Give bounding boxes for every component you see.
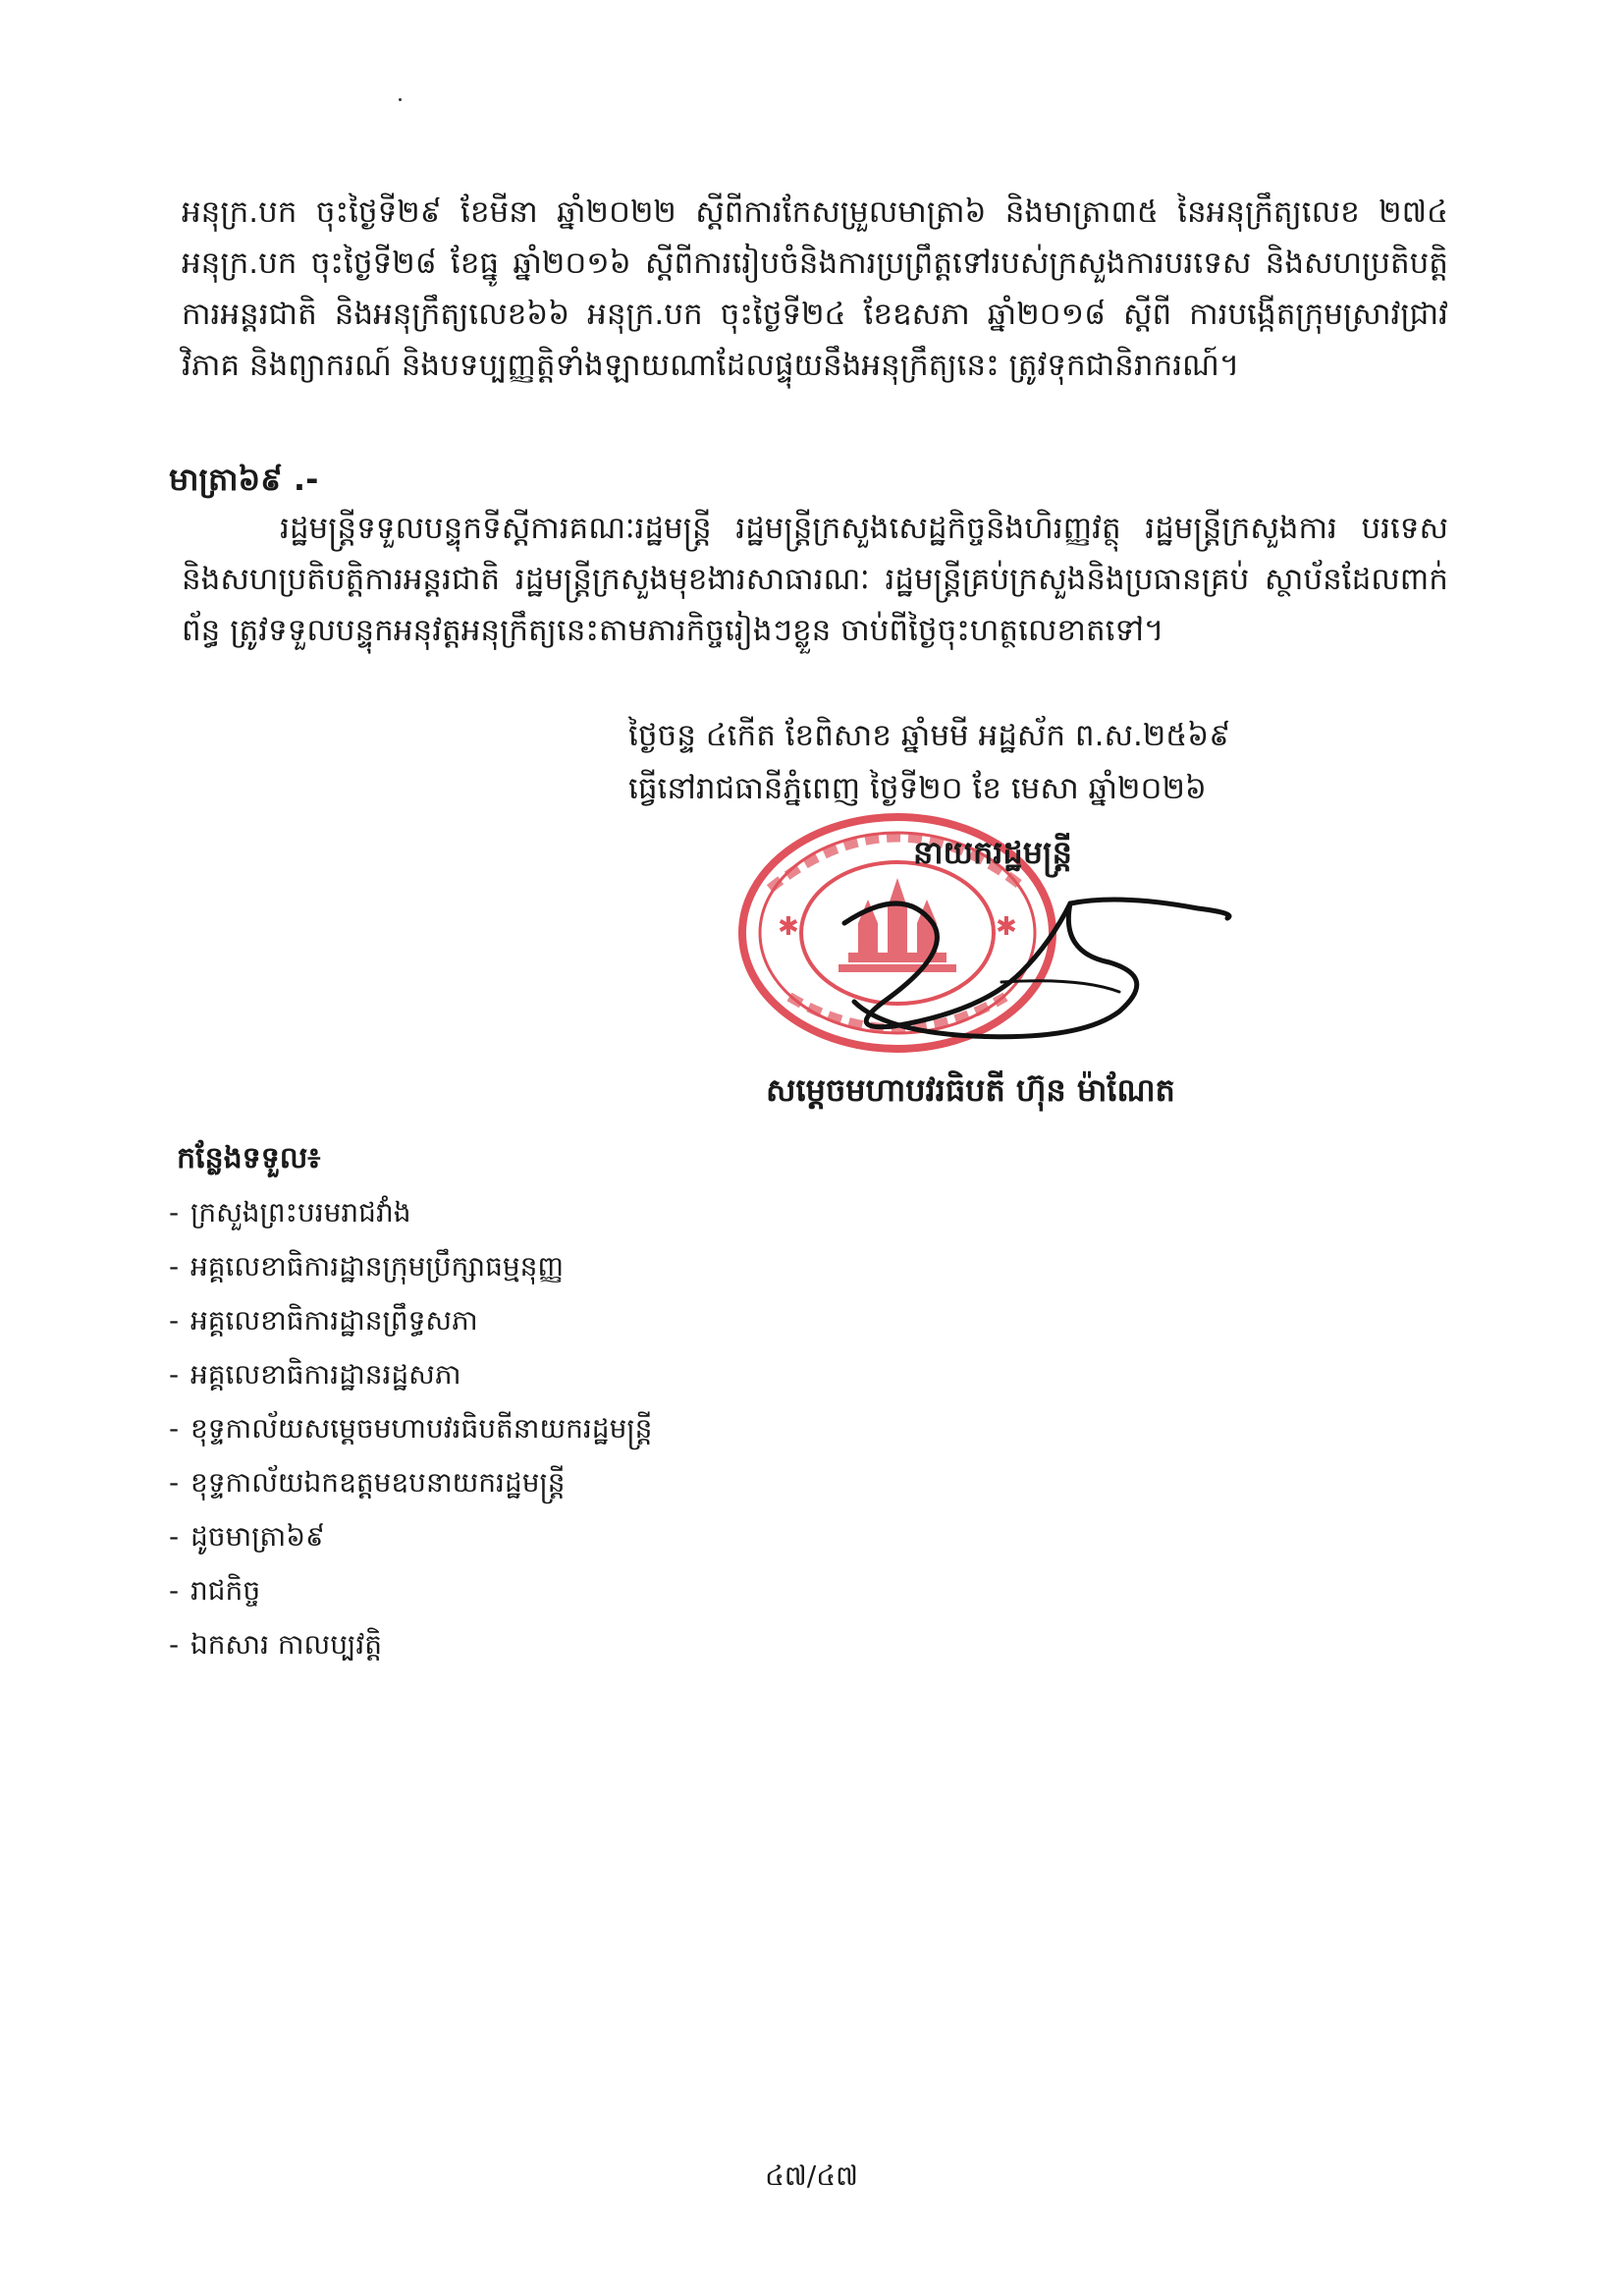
list-item: - អគ្គលេខាធិការដ្ឋានព្រឹទ្ធសភា bbox=[169, 1304, 478, 1337]
recipients-title: កន្លែងទទួល៖ bbox=[177, 1141, 321, 1175]
handwritten-signature bbox=[825, 884, 1257, 1051]
list-item: - អគ្គលេខាធិការដ្ឋានក្រុមប្រឹក្សាធម្មនុញ្ញ bbox=[169, 1250, 565, 1283]
signatory-name: សម្តេចមហាបវរធិបតី ហ៊ុន ម៉ាណែត bbox=[766, 1071, 1175, 1109]
svg-text:✱: ✱ bbox=[996, 912, 1017, 942]
paragraph-enforcement-clause: រដ្ឋមន្ត្រីទទួលបន្ទុកទីស្តីការគណៈរដ្ឋមន្ត្រី រដ្ឋមន្ត្រីក្រសួងសេដ្ឋកិច្ចនិងហិរញ្ញវត្ថុ រដ្ឋមន្ត្រីក្រសួងការ បរទេសនិងសហប្រតិបត្តិការអន្តរជាតិ រដ្ឋមន្ត្រីក្រសួងមុខងារសាធារណៈ រដ្ឋមន្ត្រីគ្រប់ក្រសួងនិងប្រធានគ្រប់ ស្ថាប័នដែលពាក់ព័ន្ធ ត្រូវទទួលបន្ទុកអនុវត្តអនុក្រឹត្យនេះតាមភារកិច្ចរៀងៗខ្លួន ចាប់ពីថ្ងៃចុះហត្ថលេខាតទៅ។ bbox=[182, 511, 1448, 648]
paragraph-repeal-clause: អនុក្រ.បក ចុះថ្ងៃទី២៩ ខែមីនា ឆ្នាំ២០២២ ស្តីពីការកែសម្រួលមាត្រា៦ និងមាត្រា៣៥ នៃអនុក្រឹត្យលេខ ២៧៤ អនុក្រ.បក ចុះថ្ងៃទី២៨ ខែធ្នូ ឆ្នាំ២០១៦ ស្តីពីការរៀបចំនិងការប្រព្រឹត្តទៅរបស់ក្រសួងការបរទេស និងសហប្រតិបត្តិការអន្តរជាតិ និងអនុក្រឹត្យលេខ៦៦ អនុក្រ.បក ចុះថ្ងៃទី២៤ ខែឧសភា ឆ្នាំ២០១៨ ស្តីពី ការបង្កើតក្រុមស្រាវជ្រាវ វិភាគ និងព្យាករណ៍ និងបទប្បញ្ញត្តិទាំងឡាយណាដែលផ្ទុយនឹងអនុក្រឹត្យនេះ ត្រូវទុកជានិរាករណ៍។ bbox=[182, 194, 1448, 383]
page-number: ៤៧/៤៧ bbox=[764, 2159, 859, 2192]
list-item: - ដូចមាត្រា៦៩ bbox=[169, 1520, 325, 1553]
signatory-title: នាយករដ្ឋមន្ត្រី bbox=[913, 834, 1072, 871]
svg-text:✱: ✱ bbox=[778, 912, 799, 942]
lunar-date: ថ្ងៃចន្ទ ៤កើត ខែពិសាខ ឆ្នាំមមី អដ្ឋស័ក ព.ស.២៥៦៩ bbox=[628, 718, 1231, 753]
recipients-list bbox=[169, 1193, 652, 1679]
list-item: - ខុទ្ទកាល័យសម្តេចមហាបវរធិបតីនាយករដ្ឋមន្ត្រី bbox=[169, 1412, 653, 1445]
article-heading: មាត្រា៦៩ .- bbox=[169, 461, 319, 498]
place-and-date: ធ្វើនៅរាជធានីភ្នំពេញ ថ្ងៃទី២០ ខែ មេសា ឆ្នាំ២០២៦ bbox=[628, 771, 1207, 806]
list-item: - ឯកសារ កាលប្បវត្តិ bbox=[169, 1628, 382, 1661]
list-item: - ខុទ្ទកាល័យឯកឧត្តមឧបនាយករដ្ឋមន្ត្រី bbox=[169, 1466, 566, 1499]
list-item: - រាជកិច្ច bbox=[169, 1574, 261, 1607]
scan-speck bbox=[399, 98, 402, 101]
list-item: - អគ្គលេខាធិការដ្ឋានរដ្ឋសភា bbox=[169, 1358, 461, 1391]
list-item: - ក្រសួងព្រះបរមរាជវាំង bbox=[169, 1196, 411, 1229]
